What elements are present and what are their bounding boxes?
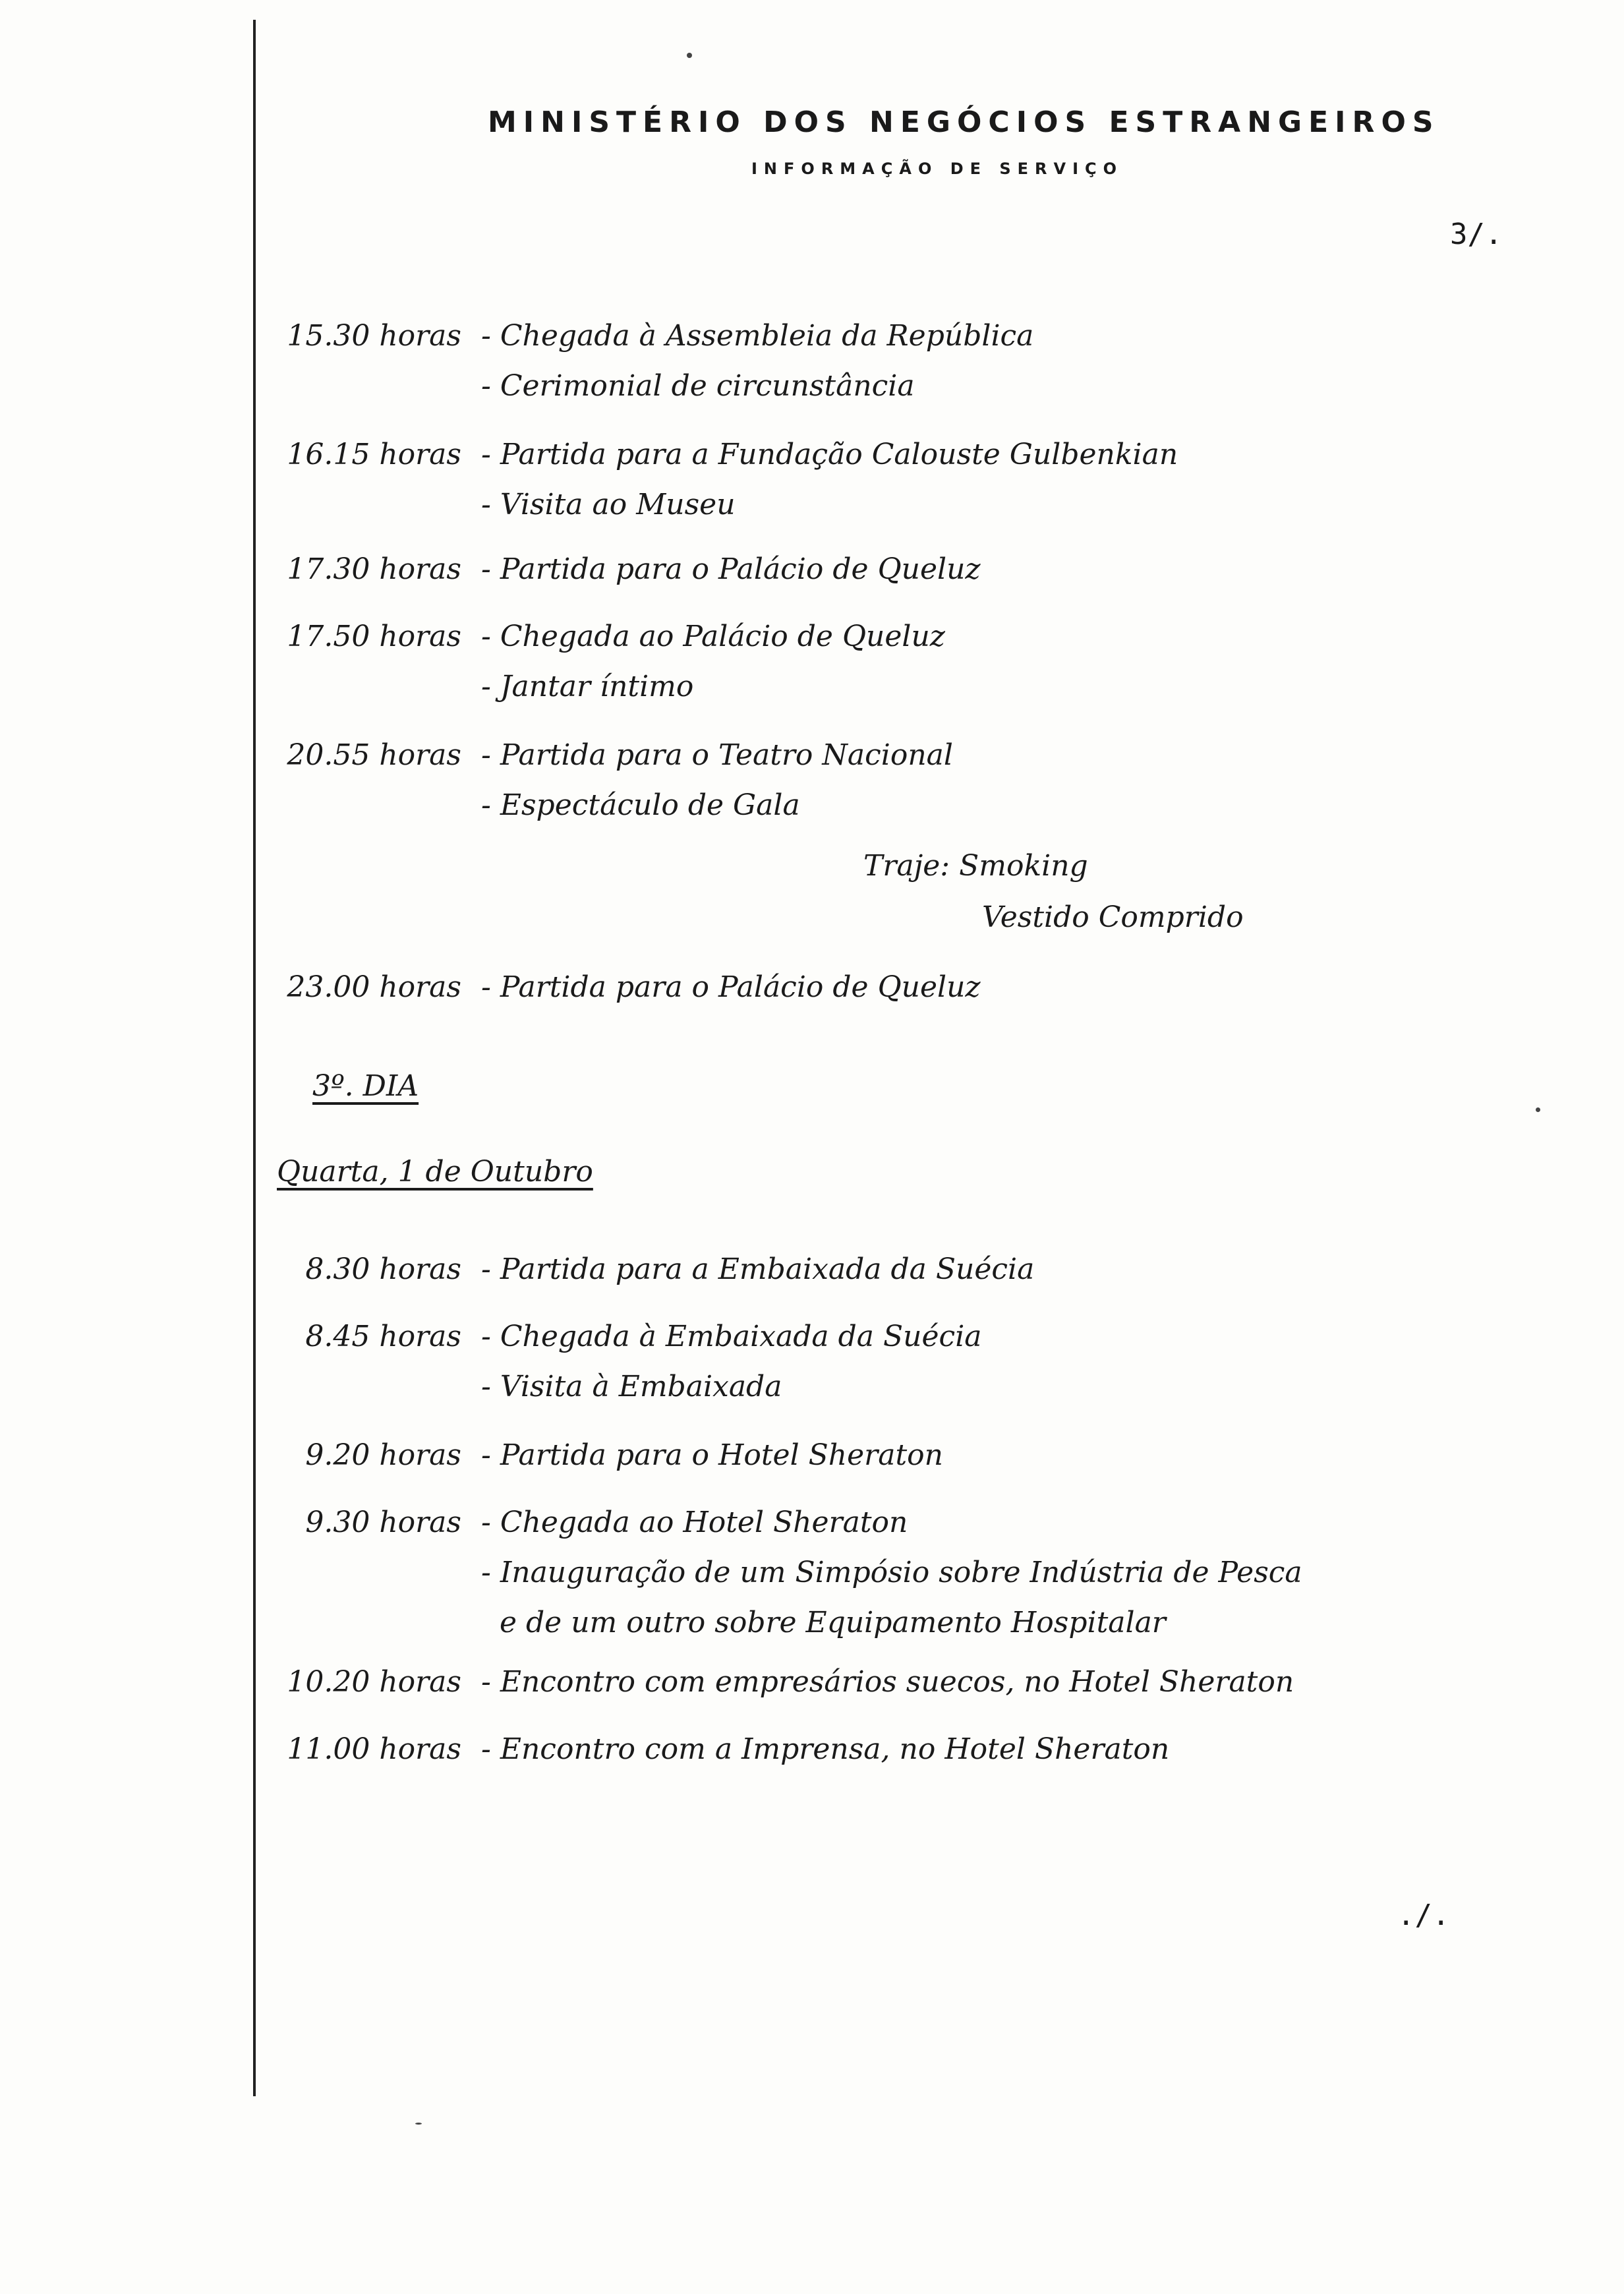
schedule-item: - Encontro com a Imprensa, no Hotel Sheraton	[481, 1732, 1170, 1766]
ministry-title: MINISTÉRIO DOS NEGÓCIOS ESTRANGEIROS	[488, 105, 1440, 139]
schedule-time: 8.30 horas	[305, 1252, 461, 1286]
schedule-item: - Partida para o Palácio de Queluz	[481, 970, 981, 1004]
ministry-subtitle: INFORMAÇÃO DE SERVIÇO	[751, 160, 1124, 178]
schedule-item: - Partida para o Palácio de Queluz	[481, 552, 981, 586]
speck	[415, 2123, 422, 2125]
schedule-item: - Chegada ao Hotel Sheraton	[481, 1506, 908, 1539]
continuation-mark: ./.	[1397, 1898, 1450, 1932]
schedule-item: - Chegada ao Palácio de Queluz	[481, 620, 945, 653]
schedule-item: - Encontro com empresários suecos, no Hotel Sheraton	[481, 1665, 1294, 1699]
schedule-time: 9.20 horas	[305, 1438, 461, 1472]
schedule-item: - Partida para a Embaixada da Suécia	[481, 1252, 1035, 1286]
schedule-item: - Partida para o Hotel Sheraton	[481, 1438, 943, 1472]
schedule-time: 23.00 horas	[287, 970, 461, 1004]
schedule-time: 11.00 horas	[287, 1732, 461, 1766]
schedule-item: - Chegada à Assembleia da República	[481, 319, 1034, 353]
schedule-item: - Partida para o Teatro Nacional	[481, 738, 953, 772]
dress-code-line-2: Vestido Comprido	[982, 900, 1244, 934]
schedule-time: 20.55 horas	[287, 738, 461, 772]
schedule-time: 17.50 horas	[287, 620, 461, 653]
schedule-item: - Espectáculo de Gala	[481, 788, 800, 822]
schedule-time: 8.45 horas	[305, 1320, 461, 1353]
speck	[1536, 1107, 1540, 1112]
schedule-item: - Cerimonial de circunstância	[481, 369, 915, 403]
schedule-item: - Jantar íntimo	[481, 670, 694, 703]
day-date: Quarta, 1 de Outubro	[277, 1155, 593, 1189]
schedule-item: - Visita à Embaixada	[481, 1370, 782, 1403]
schedule-item: - Partida para a Fundação Calouste Gulbenkian	[481, 438, 1178, 471]
dress-code: Traje: Smoking	[863, 849, 1088, 883]
schedule-time: 17.30 horas	[287, 552, 461, 586]
day-heading: 3º. DIA	[312, 1069, 419, 1103]
schedule-item: - Visita ao Museu	[481, 488, 736, 521]
schedule-time: 15.30 horas	[287, 319, 461, 353]
schedule-item: e de um outro sobre Equipamento Hospitalar	[481, 1606, 1166, 1639]
schedule-item: - Inauguração de um Simpósio sobre Indústria de Pesca	[481, 1556, 1302, 1589]
schedule-item: - Chegada à Embaixada da Suécia	[481, 1320, 982, 1353]
schedule-time: 9.30 horas	[305, 1506, 461, 1539]
speck	[687, 53, 692, 58]
page-number: 3/.	[1450, 218, 1503, 251]
schedule-time: 10.20 horas	[287, 1665, 461, 1699]
schedule-time: 16.15 horas	[287, 438, 461, 471]
